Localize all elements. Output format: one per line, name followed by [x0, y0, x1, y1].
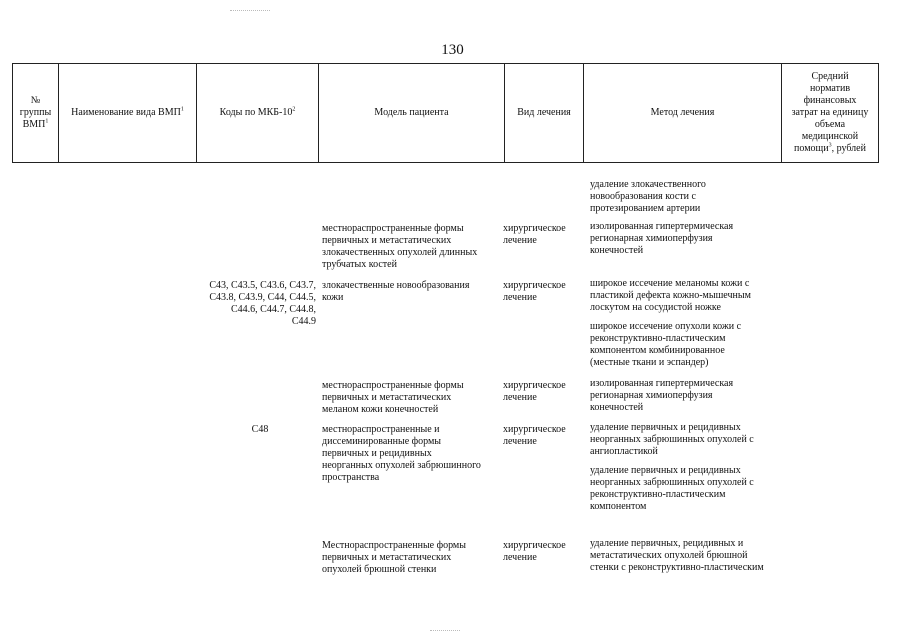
- header-icd-codes: Коды по МКБ-$10^2$: [197, 64, 319, 163]
- header-treatment-method: Метод лечения: [584, 64, 782, 163]
- header-cost-norm: Средний норматив финансовых затрат на единицу объема медицинской помощи$^3$, рублей: [782, 64, 879, 163]
- patient-model-cell: злокачественные новообразования кожи: [322, 280, 470, 303]
- header-group-number: № группы ВМП$^1$: [13, 64, 59, 163]
- header-treatment-type: Вид лечения: [505, 64, 584, 163]
- treatment-type-cell: хирургическое лечение: [503, 223, 566, 246]
- method-cell: удаление первичных и рецидивных неорганных забрюшинных опухолей с ангиопластикой: [590, 422, 754, 457]
- treatment-type-cell: хирургическое лечение: [503, 540, 566, 563]
- treatment-type-cell: хирургическое лечение: [503, 424, 566, 447]
- method-cell: широкое иссечение меланомы кожи с пластикой дефекта кожно-мышечным лоскутом на сосудистой ножке: [590, 278, 751, 313]
- treatment-type-cell: хирургическое лечение: [503, 380, 566, 403]
- method-cell: удаление первичных, рецидивных и метастатических опухолей брюшной стенки с реконструктивно-пластическим: [590, 538, 764, 573]
- icd-codes-cell: C48: [251, 424, 269, 435]
- method-cell: удаление первичных и рецидивных неорганных забрюшинных опухолей с реконструктивно-пластическим компонентом: [590, 465, 754, 512]
- header-vmp-type: Наименование вида ВМП$^1$: [59, 64, 197, 163]
- method-cell: изолированная гипертермическая регионарная химиоперфузия конечностей: [590, 378, 734, 413]
- patient-model-cell: местнораспространенные формы первичных и метастатических меланом кожи конечностей: [322, 380, 464, 415]
- scan-artifact: [230, 10, 270, 11]
- patient-model-cell: местнораспространенные формы первичных и метастатических злокачественных опухолей длинных трубчатых костей: [322, 223, 478, 270]
- patient-model-cell: Местнораспространенные формы первичных и метастатических опухолей брюшной стенки: [322, 540, 466, 575]
- method-cell: удаление злокачественного новообразования кости с протезированием артерии: [590, 179, 706, 214]
- method-cell: широкое иссечение опухоли кожи с реконструктивно-пластическим компонентом комбинированное (местные ткани и эспандер): [590, 321, 742, 368]
- icd-codes-cell: C43, C43.5, C43.6, C43.7, C43.8, C43.9, C44, C44.5, C44.6, C44.7, C44.8, C44.9: [209, 280, 316, 327]
- table-header: [12, 63, 879, 163]
- method-cell: изолированная гипертермическая регионарная химиоперфузия конечностей: [590, 221, 734, 256]
- treatment-type-cell: хирургическое лечение: [503, 280, 566, 303]
- page-number: 130: [441, 42, 464, 58]
- scan-artifact: [430, 630, 460, 631]
- patient-model-cell: местнораспространенные и диссеминированные формы первичных и рецидивных неорганных опухолей забрюшинного пространства: [322, 424, 481, 483]
- header-patient-model: Модель пациента: [319, 64, 505, 163]
